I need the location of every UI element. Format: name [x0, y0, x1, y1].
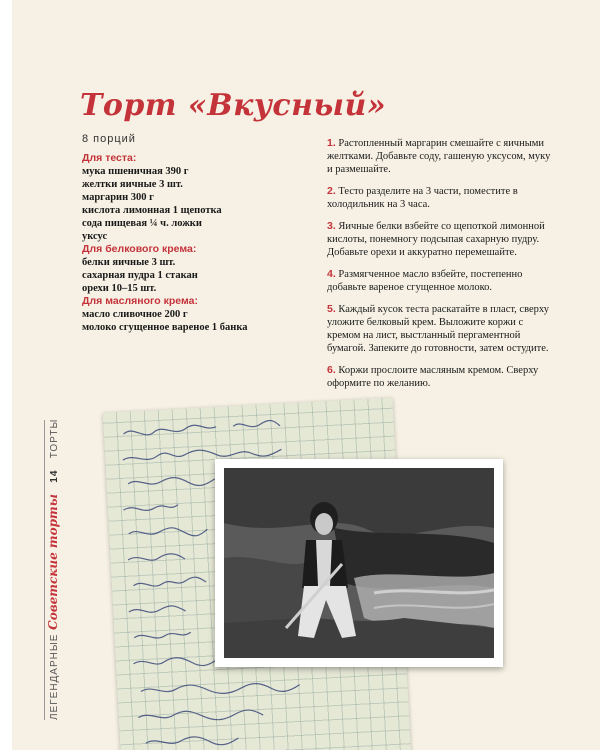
spine-divider: [44, 420, 45, 720]
step-item: [327, 185, 555, 211]
ingredient-item: орехи 10–15 шт.: [82, 283, 157, 294]
step-text: Растопленный маргарин смешайте с яичными желтками. Добавьте соду, гашеную уксусом, муку и размешайте.: [327, 138, 551, 175]
ingredient-item: уксус: [82, 231, 108, 242]
spine-section: ТОРТЫ: [49, 418, 60, 459]
book-page: [12, 0, 600, 750]
steps-list: [327, 137, 555, 399]
step-number: 1.: [327, 137, 336, 149]
step-text: Размягченное масло взбейте, постепенно добавьте вареное сгущенное молоко.: [327, 269, 523, 293]
step-text: Яичные белки взбейте со щепоткой лимонной кислоты, понемногу подсыпая сахарную пудру. Добавьте орехи и аккуратно перемешайте.: [327, 221, 545, 258]
spine-accent: Советские торты: [46, 494, 60, 630]
ingredient-item: мука пшеничная 390 г: [82, 166, 189, 177]
step-item: [327, 137, 555, 176]
photo-illustration: [224, 468, 494, 658]
step-item: [327, 303, 555, 355]
spine-prefix: ЛЕГЕНДАРНЫЕ: [49, 633, 60, 720]
section-heading-butter-cream: Для масляного крема:: [82, 295, 198, 307]
page-number: 14: [49, 469, 60, 483]
step-number: 6.: [327, 364, 336, 376]
step-item: [327, 268, 555, 294]
ingredient-item: молоко сгущенное вареное 1 банка: [82, 322, 248, 333]
section-heading-dough: Для теста:: [82, 152, 137, 164]
section-heading-protein-cream: Для белкового крема:: [82, 243, 197, 255]
step-number: 4.: [327, 268, 336, 280]
step-number: 2.: [327, 185, 336, 197]
spine-text: [46, 419, 60, 720]
servings-label: 8 порций: [82, 133, 136, 145]
ingredient-item: белки яичные 3 шт.: [82, 257, 176, 268]
recipe-title: Торт «Вкусный»: [80, 88, 387, 123]
step-item: [327, 220, 555, 259]
ingredients-list: [82, 152, 302, 334]
step-item: [327, 364, 555, 390]
step-text: Каждый кусок теста раскатайте в пласт, сверху уложите белковый крем. Выложите коржи с кремом на лист, выстланный пергаментной бумагой. Запеките до готовности, затем остудите.: [327, 304, 549, 354]
step-text: Коржи прослоите масляным кремом. Сверху оформите по желанию.: [327, 365, 539, 389]
spine-running-head: [38, 418, 60, 720]
ingredient-item: маргарин 300 г: [82, 192, 154, 203]
ingredient-item: сода пищевая ¼ ч. ложки: [82, 218, 202, 229]
vintage-photo: [224, 468, 494, 658]
ingredient-item: желтки яичные 3 шт.: [82, 179, 183, 190]
vintage-photo-frame: [215, 459, 503, 667]
step-number: 3.: [327, 220, 336, 232]
ingredient-item: сахарная пудра 1 стакан: [82, 270, 198, 281]
ingredient-item: кислота лимонная 1 щепотка: [82, 205, 222, 216]
step-text: Тесто разделите на 3 части, поместите в холодильник на 3 часа.: [327, 186, 518, 210]
step-number: 5.: [327, 303, 336, 315]
ingredient-item: масло сливочное 200 г: [82, 309, 188, 320]
